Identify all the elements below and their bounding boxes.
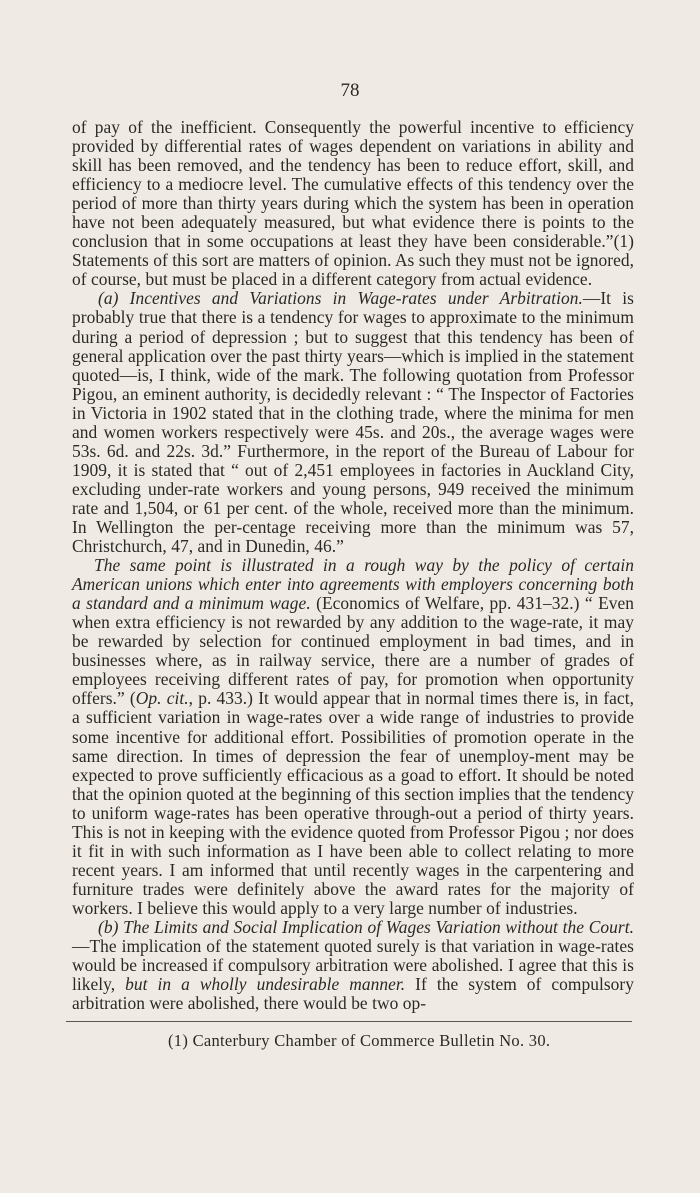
- section-heading-b: (b) The Limits and Social Implication of Wages Variation without the Court.: [98, 916, 634, 937]
- paragraph-american-unions: [72, 556, 634, 918]
- paragraph-incentives: [72, 289, 634, 556]
- page-number: 78: [340, 80, 360, 101]
- body-text: [72, 118, 634, 1013]
- footnote: (1) Canterbury Chamber of Commerce Bulletin No. 30.: [168, 1031, 551, 1050]
- citation-italic: Op. cit.: [135, 688, 189, 709]
- text-run: —It is probably true that there is a tendency for wages to approximate to the minimum during a period of depression ; but to suggest that this tendency has been of general application over the past thirty years—which is implied in the statement quoted—is, I think, wide of the mark. The following quotation from Professor Pigou, an eminent authority, is decidedly relevant : “ The Inspector of Factories in Victoria in 1902 stated that in the clothing trade, where the minima for men and women workers respectively were 45s. and 20s., the average wages were 53s. 6d. and 22s. 3d.” Furthermore, in the report of the Bureau of Labour for 1909, it is stated that “ out of 2,451 employees in factories in Auckland City, excluding under-rate workers and young persons, 949 received the minimum rate and 1,504, or 61 per cent. of the whole, received more than the minimum. In Wellington the per-centage receiving more than the minimum was 57, Christchurch, 47, and in Dunedin, 46.”: [72, 288, 634, 557]
- text-run: (Economics of Welfare, pp. 431–32.) “ Even when extra efficiency is not rewarded by any addition to the wage-rate, it may be rewarded by selection for continued employment in bad times, and in businesses where, as in railway service, there are a number of grades of employees receiving different rates of pay, for promotion when opportunity offers.” (: [72, 593, 634, 709]
- italic-quote: The same point is illustrated in a rough way by the policy of certain American unions which enter into agreements with employers concerning both a standard and a minimum wage.: [72, 555, 634, 614]
- emphasis-italic: but in a wholly undesirable manner.: [125, 974, 406, 995]
- text-run: If the system of compulsory arbitration were abolished, there would be two op-: [72, 974, 635, 1014]
- paragraph-continuation: [72, 118, 634, 289]
- paragraph-limits: [72, 918, 634, 1013]
- section-heading-a: (a) Incentives and Variations in Wage-rates under Arbitration.: [98, 288, 583, 309]
- text-run: of pay of the inefficient. Consequently the powerful incentive to efficiency provided by differential rates of wages dependent on variations in ability and skill has been removed, and the tendency has been to reduce effort, skill, and efficiency to a mediocre level. The cumulative effects of this tendency over the period of more than thirty years during which the system has been in operation have not been adequately measured, but what evidence there is points to the conclusion that in some occupations at least they have been considerable.”(1) Statements of this sort are matters of opinion. As such they must not be ignored, of course, but must be placed in a different category from actual evidence.: [72, 117, 634, 290]
- text-run: —The implication of the statement quoted surely is that variation in wage-rates would be increased if compulsory arbitration were abolished. I agree that this is likely,: [72, 936, 634, 995]
- footnote-divider: [66, 1021, 632, 1022]
- text-run: , p. 433.) It would appear that in normal times there is, in fact, a sufficient variation in wage-rates over a wide range of industries to provide some incentive for additional effort. Possibilities of promotion operate in the same direction. In times of depression the fear of unemploy-ment may be expected to prove sufficiently efficacious as a goad to effort. It should be noted that the opinion quoted at the beginning of this section implies that the tendency to uniform wage-rates has been operative through-out a period of thirty years. This is not in keeping with the evidence quoted from Professor Pigou ; nor does it fit in with such information as I have been able to collect relating to more recent years. I am informed that until recently wages in the carpentering and furniture trades were definitely above the award rates for the majority of workers. I believe this would apply to a very large number of industries.: [72, 688, 634, 918]
